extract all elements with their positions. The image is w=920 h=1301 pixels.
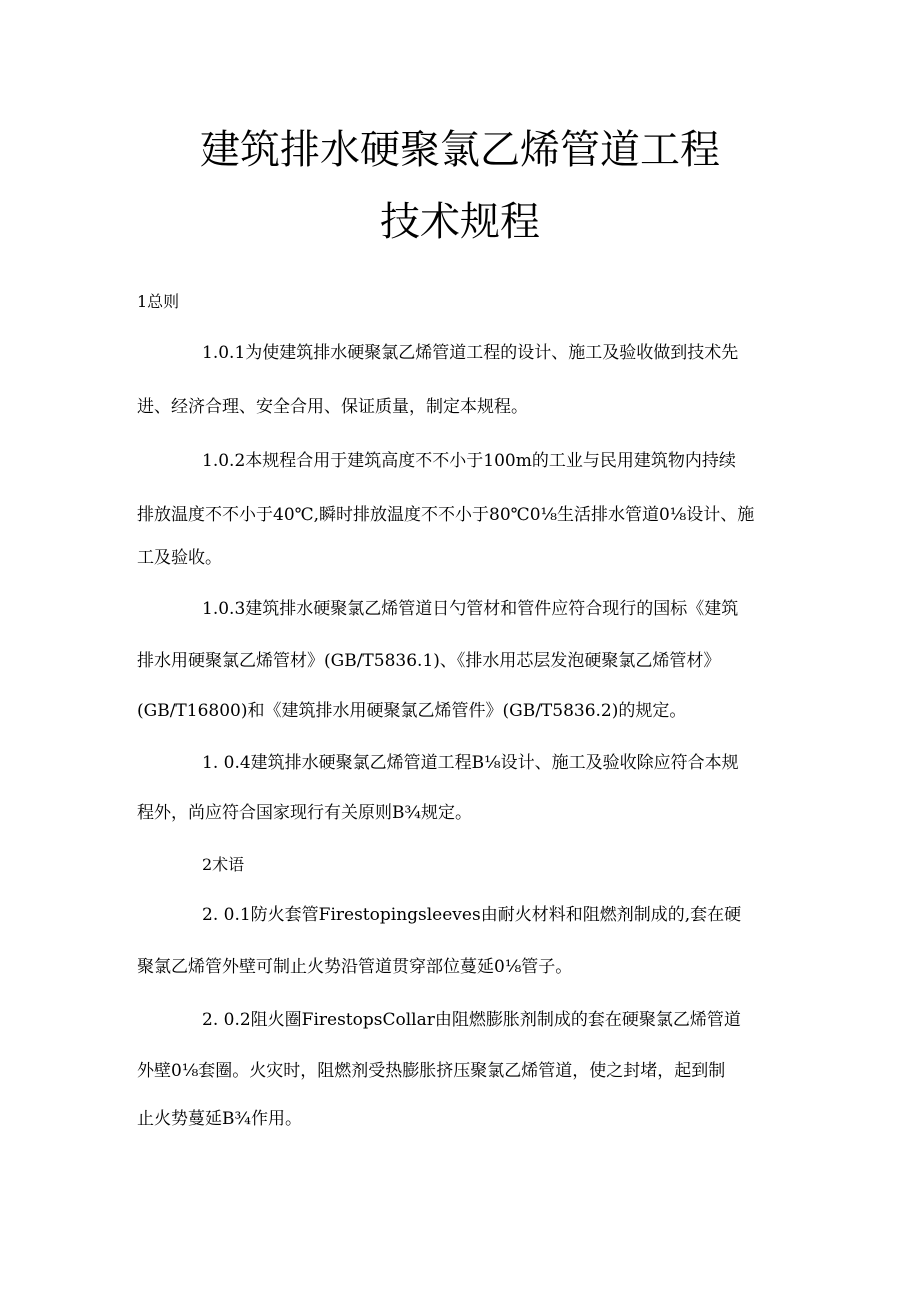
clause-2-0-2-line-2: 外壁0⅛套圈。火灾时，阻燃剂受热膨胀挤压聚氯乙烯管道，使之封堵，起到制 <box>137 1061 726 1081</box>
clause-1-0-1-line-1: 1.0.1为使建筑排水硬聚氯乙烯管道工程的设计、施工及验收做到技术先 <box>202 343 739 363</box>
section-heading-terms: 2术语 <box>202 855 245 874</box>
document-title-line-2: 技术规程 <box>380 199 540 245</box>
section-heading-general: 1总则 <box>137 292 180 311</box>
clause-1-0-1-line-2: 进、经济合理、安全合用、保证质量，制定本规程。 <box>137 397 528 417</box>
clause-1-0-3-line-1: 1.0.3建筑排水硬聚氯乙烯管道日勺管材和管件应符合现行的国标《建筑 <box>202 599 739 619</box>
clause-1-0-2-line-1: 1.0.2本规程合用于建筑高度不不小于100m的工业与民用建筑物内持续 <box>202 451 736 471</box>
clause-1-0-4-line-1: 1. 0.4建筑排水硬聚氯乙烯管道工程B⅛设计、施工及验收除应符合本规 <box>202 753 739 773</box>
clause-1-0-3-line-3: (GB/T16800)和《建筑排水用硬聚氯乙烯管件》(GB/T5836.2)的规定。 <box>137 701 687 721</box>
clause-2-0-1-line-2: 聚氯乙烯管外壁可制止火势沿管道贯穿部位蔓延0⅛管子。 <box>137 957 573 977</box>
clause-1-0-3-line-2: 排水用硬聚氯乙烯管材》(GB/T5836.1)、《排水用芯层发泡硬聚氯乙烯管材》 <box>137 651 721 671</box>
clause-1-0-2-line-3: 工及验收。 <box>137 548 222 568</box>
clause-2-0-1-line-1: 2. 0.1防火套管Firestopingsleeves由耐火材料和阻燃剂制成的,套在硬 <box>202 905 742 925</box>
clause-2-0-2-line-3: 止火势蔓延B¾作用。 <box>137 1109 302 1129</box>
clause-1-0-4-line-2: 程外，尚应符合国家现行有关原则B¾规定。 <box>137 803 472 823</box>
clause-2-0-2-line-1: 2. 0.2阻火圈FirestopsCollar由阻燃膨胀剂制成的套在硬聚氯乙烯管道 <box>202 1010 741 1030</box>
clause-1-0-2-line-2: 排放温度不不小于40℃,瞬时排放温度不不小于80℃0⅛生活排水管道0⅛设计、施 <box>137 505 755 525</box>
document-title-line-1: 建筑排水硬聚氯乙烯管道工程 <box>200 127 720 173</box>
